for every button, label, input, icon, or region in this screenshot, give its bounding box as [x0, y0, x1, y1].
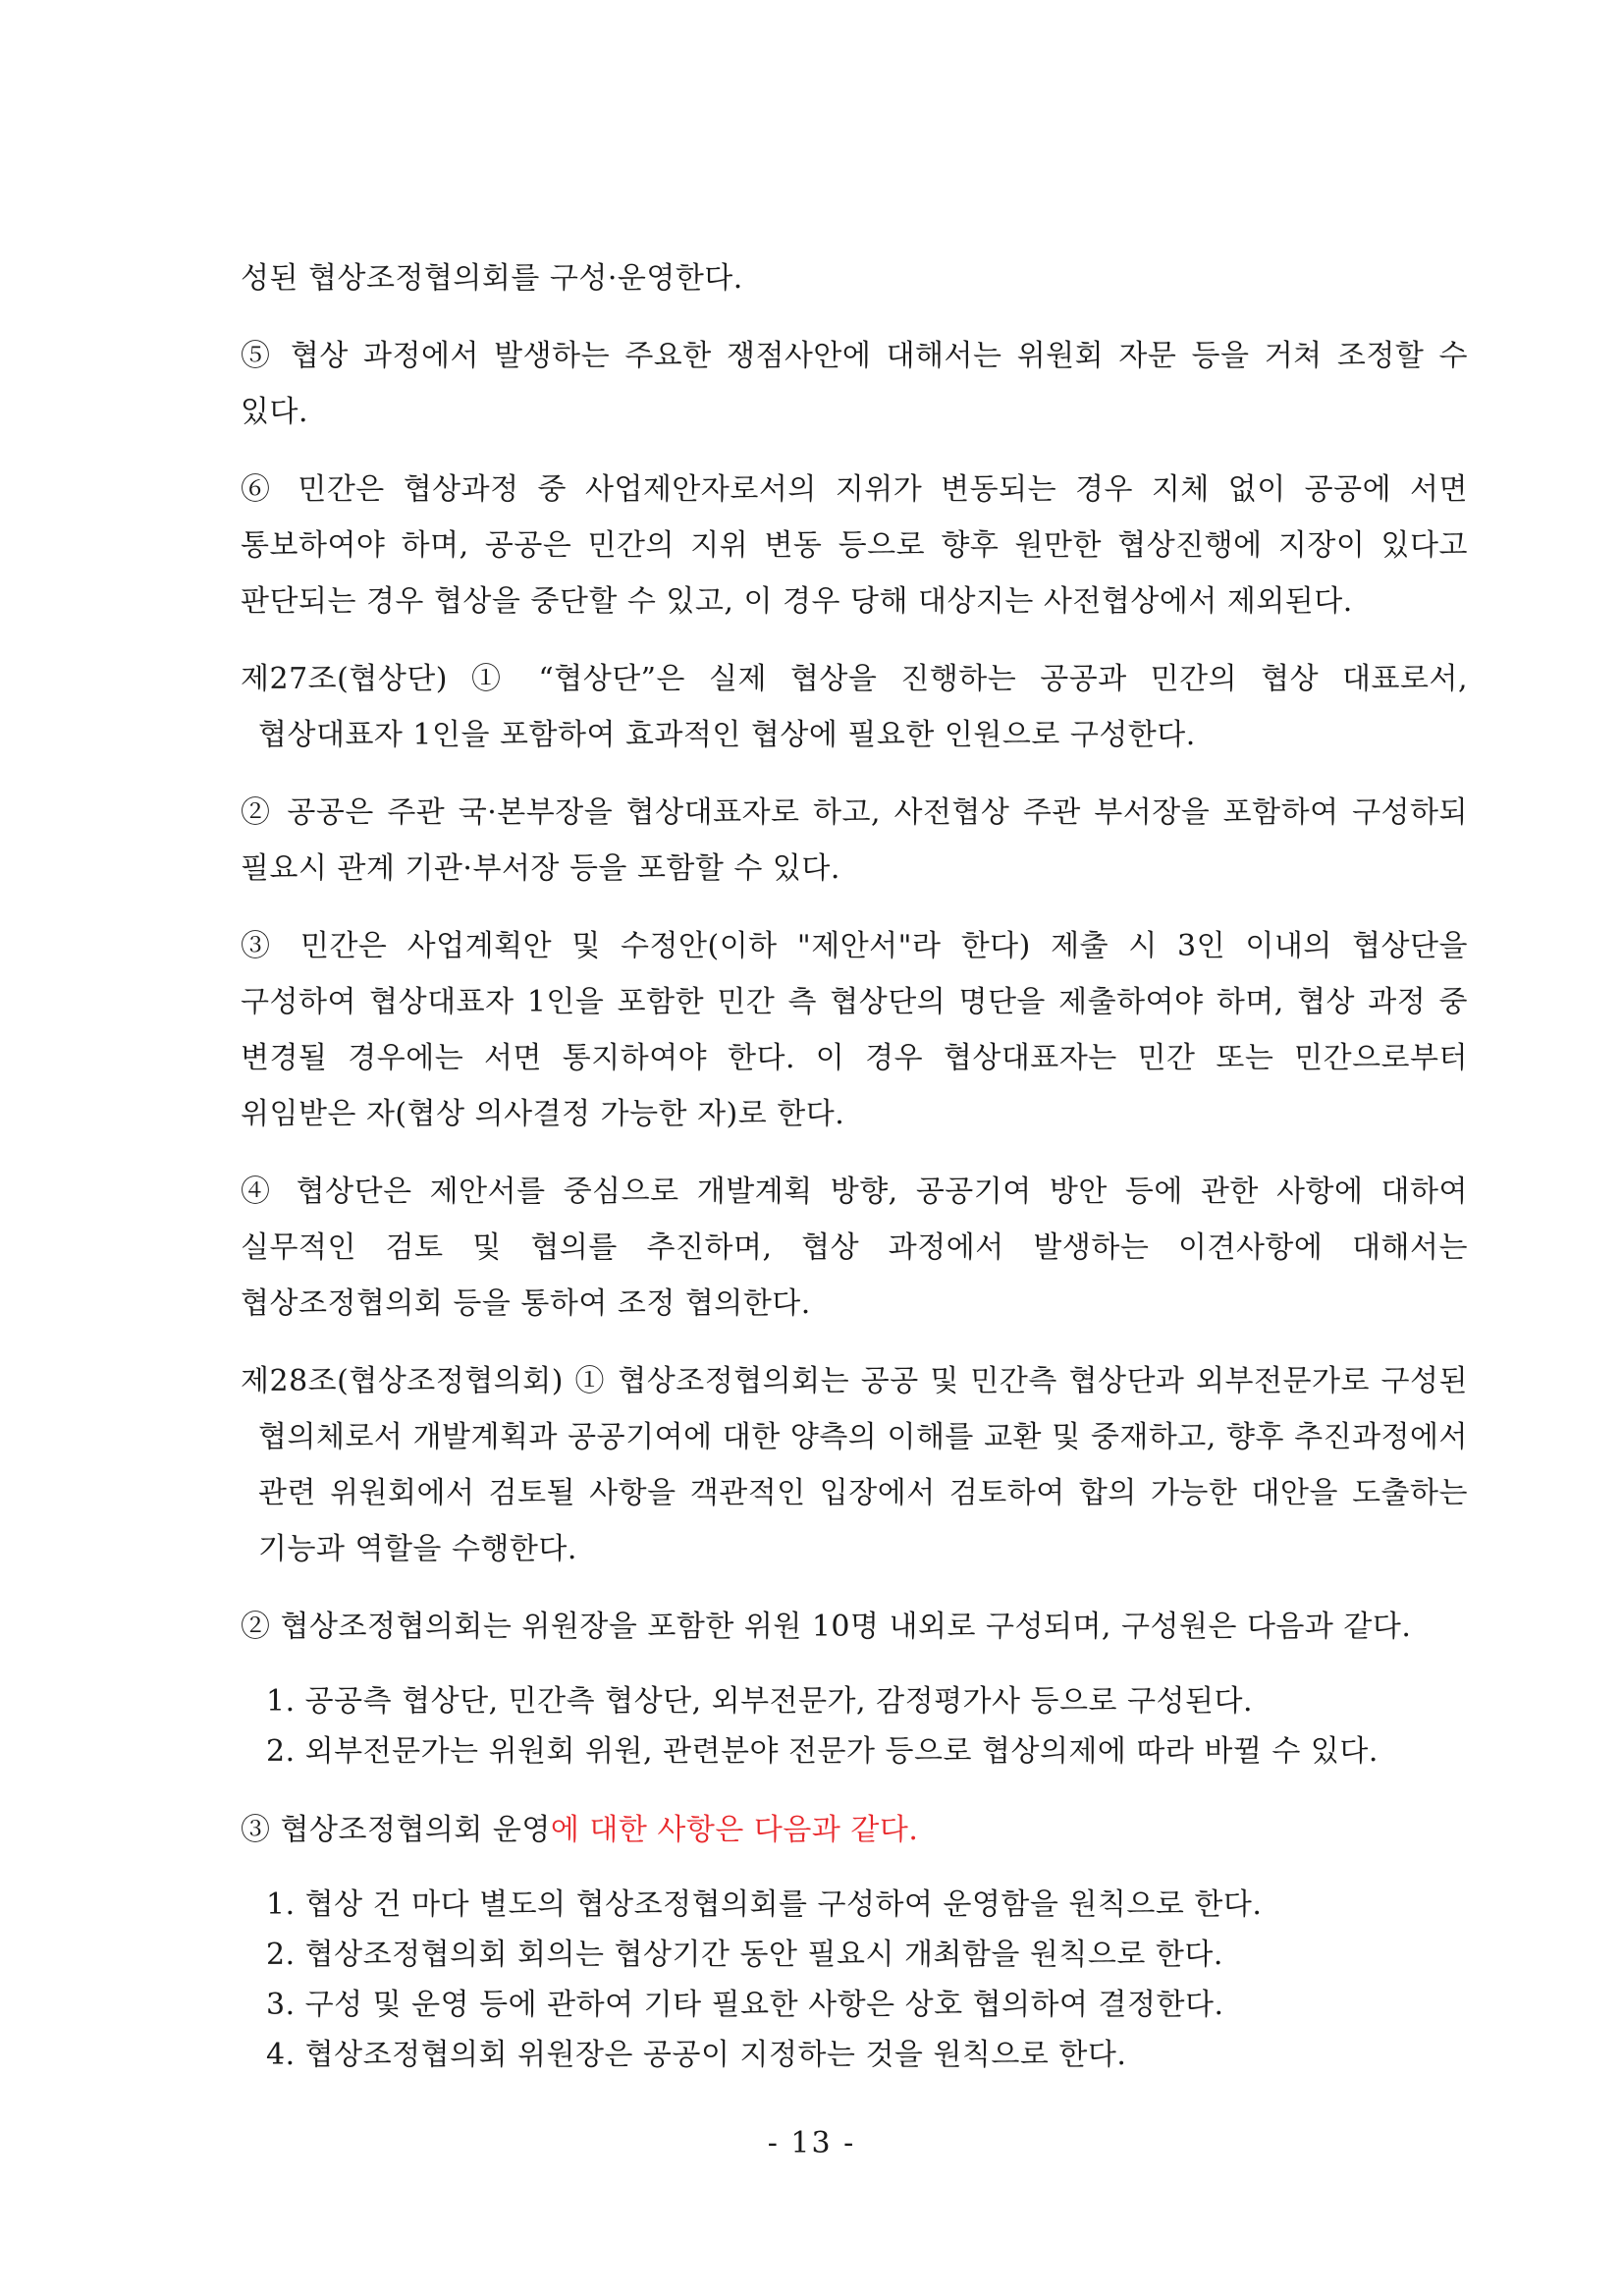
composition-list [241, 1676, 1468, 1777]
list-item: 2. 협상조정협의회 회의는 협상기간 동안 필요시 개최함을 원칙으로 한다. [266, 1938, 1223, 1972]
clause-3-text: ③ 협상조정협의회 운영 [241, 1813, 551, 1847]
page-number: - 13 - [767, 2126, 856, 2160]
page-content [241, 250, 1468, 2105]
paragraph-clause-6: ⑥ 민간은 협상과정 중 사업제안자로서의 지위가 변동되는 경우 지체 없이 공공에 서면 통보하여야 하며, 공공은 민간의 지위 변동 등으로 향후 원만한 협상진행에 지장이 있다고 판단되는 경우 협상을 중단할 수 있고, 이 경우 당해 대상지는 사전협상에서 제외된다. [241, 472, 1468, 619]
list-item: 1. 공공측 협상단, 민간측 협상단, 외부전문가, 감정평가사 등으로 구성된다. [266, 1684, 1253, 1719]
paragraph-article-27-clause-2: ② 공공은 주관 국·본부장을 협상대표자로 하고, 사전협상 주관 부서장을 포함하여 구성하되 필요시 관계 기관·부서장 등을 포함할 수 있다. [241, 795, 1468, 886]
list-item: 2. 외부전문가는 위원회 위원, 관련분야 전문가 등으로 협상의제에 따라 바뀔 수 있다. [266, 1734, 1379, 1769]
list-item: 1. 협상 건 마다 별도의 협상조정협의회를 구성하여 운영함을 원칙으로 한다. [266, 1887, 1263, 1922]
paragraph-article-27: 제27조(협상단) ① “협상단”은 실제 협상을 진행하는 공공과 민간의 협상 대표로서, 협상대표자 1인을 포함하여 효과적인 협상에 필요한 인원으로 구성한다. [241, 662, 1468, 752]
list-item: 4. 협상조정협의회 위원장은 공공이 지정하는 것을 원칙으로 한다. [266, 2038, 1127, 2072]
paragraph-article-28-clause-2: ② 협상조정협의회는 위원장을 포함한 위원 10명 내외로 구성되며, 구성원은 다음과 같다. [241, 1610, 1412, 1644]
paragraph-article-27-clause-3: ③ 민간은 사업계획안 및 수정안(이하 "제안서"라 한다) 제출 시 3인 이내의 협상단을 구성하여 협상대표자 1인을 포함한 민간 측 협상단의 명단을 제출하여야 하며, 협상 과정 중 변경될 경우에는 서면 통지하여야 한다. 이 경우 협상대표자는 민간 또는 민간으로부터 위임받은 자(협상 의사결정 가능한 자)로 한다. [241, 929, 1468, 1131]
paragraph-article-28: 제28조(협상조정협의회) ① 협상조정협의회는 공공 및 민간측 협상단과 외부전문가로 구성된 협의체로서 개발계획과 공공기여에 대한 양측의 이해를 교환 및 중재하고, 향후 추진과정에서 관련 위원회에서 검토될 사항을 객관적인 입장에서 검토하여 합의 가능한 대안을 도출하는 기능과 역할을 수행한다. [241, 1364, 1468, 1566]
paragraph-clause-5: ⑤ 협상 과정에서 발생하는 주요한 쟁점사안에 대해서는 위원회 자문 등을 거쳐 조정할 수 있다. [241, 339, 1468, 429]
list-item: 3. 구성 및 운영 등에 관하여 기타 필요한 사항은 상호 협의하여 결정한다. [266, 1988, 1224, 2022]
paragraph-article-27-clause-4: ④ 협상단은 제안서를 중심으로 개발계획 방향, 공공기여 방안 등에 관한 사항에 대하여 실무적인 검토 및 협의를 추진하며, 협상 과정에서 발생하는 이견사항에 대해서는 협상조정협의회 등을 통하여 조정 협의한다. [241, 1175, 1468, 1321]
paragraph-article-28-clause-3 [241, 1802, 1468, 1858]
paragraph-continuation: 성된 협상조정협의회를 구성·운영한다. [241, 261, 743, 296]
clause-3-highlighted-text: 에 대한 사항은 다음과 같다. [550, 1813, 919, 1847]
operation-list [241, 1880, 1468, 2080]
